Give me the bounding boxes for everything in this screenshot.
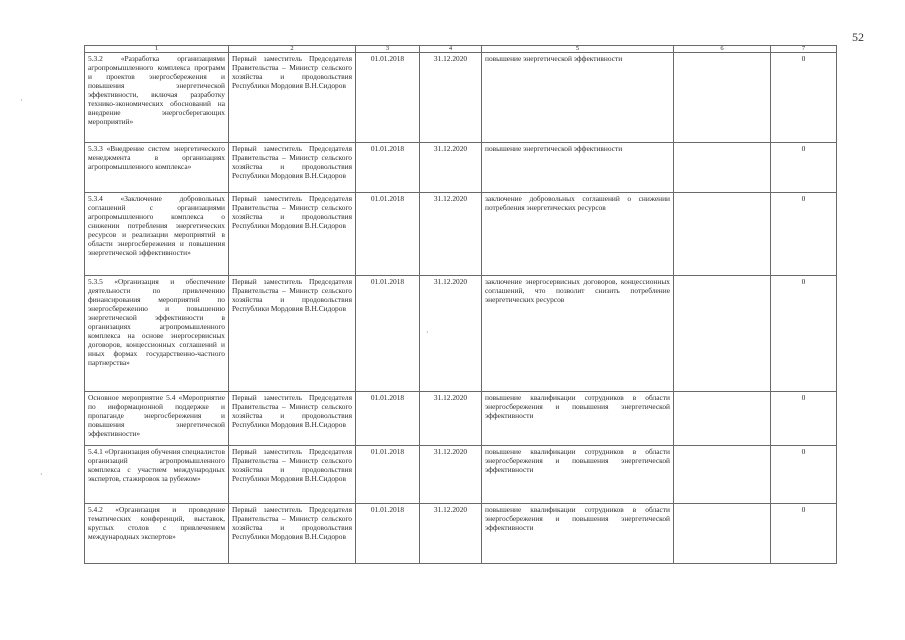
value-cell: 0 bbox=[771, 504, 837, 564]
empty-cell bbox=[674, 392, 771, 446]
value-cell: 0 bbox=[771, 193, 837, 276]
column-number-row bbox=[85, 46, 837, 53]
measure-name-cell: 5.4.1 «Организация обучения специалистов организаций агропромышленного комплекса с участием международных экспертов, стажировок за рубежом» bbox=[85, 446, 229, 504]
value-cell: 0 bbox=[771, 446, 837, 504]
empty-cell bbox=[674, 504, 771, 564]
value-cell: 0 bbox=[771, 53, 837, 143]
scan-speck: · bbox=[426, 328, 429, 337]
table-row bbox=[85, 143, 837, 193]
responsible-cell: Первый заместитель Председателя Правительства – Министр сельского хозяйства и продовольствия Республики Мордовия В.Н.Сидоров bbox=[229, 392, 356, 446]
column-number: 7 bbox=[771, 46, 837, 53]
table-row bbox=[85, 276, 837, 392]
empty-cell bbox=[674, 446, 771, 504]
column-number: 2 bbox=[229, 46, 356, 53]
measures-table bbox=[84, 45, 837, 564]
table-row bbox=[85, 53, 837, 143]
result-cell: повышение квалификации сотрудников в области энергосбережения и повышения энергетической эффективности bbox=[482, 504, 674, 564]
column-number: 1 bbox=[85, 46, 229, 53]
end-date-cell: 31.12.2020 bbox=[420, 276, 482, 392]
value-cell: 0 bbox=[771, 276, 837, 392]
end-date-cell: 31.12.2020 bbox=[420, 193, 482, 276]
table-row bbox=[85, 504, 837, 564]
measure-name-cell: 5.3.3 «Внедрение систем энергетического менеджмента в организациях агропромышленного комплекса» bbox=[85, 143, 229, 193]
measure-name-cell: 5.3.5 «Организация и обеспечение деятельности по привлечению финансирования мероприятий по энергосбережению и повышению энергетической эффективности в организациях агропромышленного комплекса на основе энергосервисных договоров, концессионных соглашений и иных формах государственно-частного партнерства» bbox=[85, 276, 229, 392]
empty-cell bbox=[674, 143, 771, 193]
start-date-cell: 01.01.2018 bbox=[356, 504, 420, 564]
page-number: 52 bbox=[852, 30, 864, 44]
value-cell: 0 bbox=[771, 392, 837, 446]
scan-speck: · bbox=[20, 96, 23, 105]
result-cell: заключение добровольных соглашений о снижении потребления энергетических ресурсов bbox=[482, 193, 674, 276]
end-date-cell: 31.12.2020 bbox=[420, 392, 482, 446]
table-row bbox=[85, 392, 837, 446]
empty-cell bbox=[674, 276, 771, 392]
start-date-cell: 01.01.2018 bbox=[356, 53, 420, 143]
start-date-cell: 01.01.2018 bbox=[356, 446, 420, 504]
start-date-cell: 01.01.2018 bbox=[356, 392, 420, 446]
result-cell: повышение квалификации сотрудников в области энергосбережения и повышения энергетической эффективности bbox=[482, 392, 674, 446]
responsible-cell: Первый заместитель Председателя Правительства – Министр сельского хозяйства и продовольствия Республики Мордовия В.Н.Сидоров bbox=[229, 53, 356, 143]
end-date-cell: 31.12.2020 bbox=[420, 446, 482, 504]
result-cell: заключение энергосервисных договоров, концессионных соглашений, что позволит снизить потребление энергетических ресурсов bbox=[482, 276, 674, 392]
end-date-cell: 31.12.2020 bbox=[420, 53, 482, 143]
value-cell: 0 bbox=[771, 143, 837, 193]
responsible-cell: Первый заместитель Председателя Правительства – Министр сельского хозяйства и продовольствия Республики Мордовия В.Н.Сидоров bbox=[229, 276, 356, 392]
result-cell: повышение энергетической эффективности bbox=[482, 53, 674, 143]
start-date-cell: 01.01.2018 bbox=[356, 143, 420, 193]
empty-cell bbox=[674, 53, 771, 143]
empty-cell bbox=[674, 193, 771, 276]
responsible-cell: Первый заместитель Председателя Правительства – Министр сельского хозяйства и продовольствия Республики Мордовия В.Н.Сидоров bbox=[229, 143, 356, 193]
result-cell: повышение квалификации сотрудников в области энергосбережения и повышения энергетической эффективности bbox=[482, 446, 674, 504]
result-cell: повышение энергетической эффективности bbox=[482, 143, 674, 193]
measure-name-cell: 5.3.2 «Разработка организациями агропромышленного комплекса программ и проектов энергосбережения и повышения энергетической эффективности, включая разработку технико-экономических обоснований на внедрение энергосберегающих мероприятий» bbox=[85, 53, 229, 143]
end-date-cell: 31.12.2020 bbox=[420, 504, 482, 564]
scan-speck: · bbox=[40, 470, 43, 479]
column-number: 4 bbox=[420, 46, 482, 53]
measure-name-cell: 5.3.4 «Заключение добровольных соглашений с организациями агропромышленного комплекса о снижении потребления энергетических ресурсов и реализации мероприятий в области энергосбережения и повышения энергетической эффективности» bbox=[85, 193, 229, 276]
start-date-cell: 01.01.2018 bbox=[356, 193, 420, 276]
measure-name-cell: 5.4.2 «Организация и проведение тематических конференций, выставок, круглых столов с привлечением международных экспертов» bbox=[85, 504, 229, 564]
end-date-cell: 31.12.2020 bbox=[420, 143, 482, 193]
column-number: 5 bbox=[482, 46, 674, 53]
column-number: 6 bbox=[674, 46, 771, 53]
table-row bbox=[85, 446, 837, 504]
responsible-cell: Первый заместитель Председателя Правительства – Министр сельского хозяйства и продовольствия Республики Мордовия В.Н.Сидоров bbox=[229, 193, 356, 276]
table-row bbox=[85, 193, 837, 276]
column-number: 3 bbox=[356, 46, 420, 53]
responsible-cell: Первый заместитель Председателя Правительства – Министр сельского хозяйства и продовольствия Республики Мордовия В.Н.Сидоров bbox=[229, 446, 356, 504]
start-date-cell: 01.01.2018 bbox=[356, 276, 420, 392]
measure-name-cell: Основное мероприятие 5.4 «Мероприятие по информационной поддержке и пропаганде энергосбережения и повышения энергетической эффективности» bbox=[85, 392, 229, 446]
responsible-cell: Первый заместитель Председателя Правительства – Министр сельского хозяйства и продовольствия Республики Мордовия В.Н.Сидоров bbox=[229, 504, 356, 564]
